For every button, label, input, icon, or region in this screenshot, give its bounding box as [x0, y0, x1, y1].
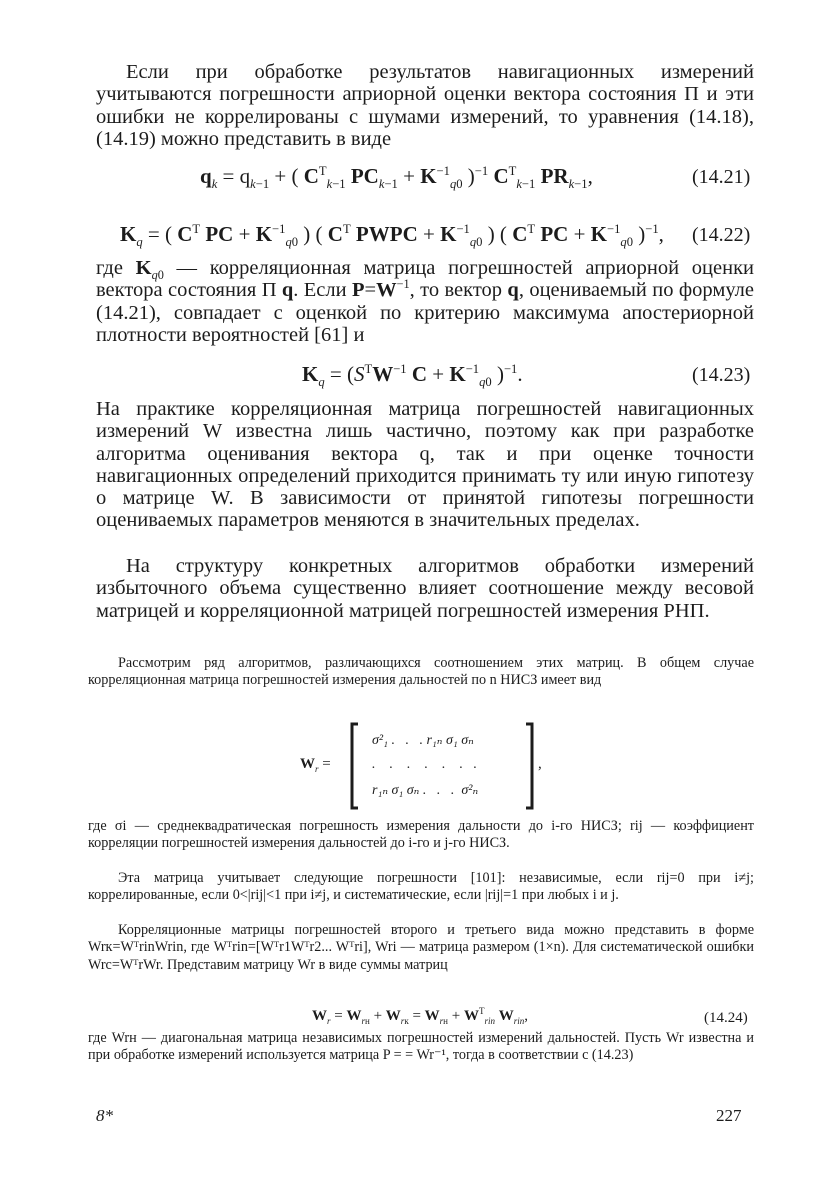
text-fragment: , то вектор: [409, 279, 508, 302]
text-fragment: . Если: [293, 279, 352, 302]
equation-number: (14.23): [692, 364, 751, 386]
signature-mark: 8*: [96, 1106, 113, 1125]
matrix-wr: [300, 720, 550, 812]
text-fragment: где: [96, 257, 136, 279]
paragraph-intro: Если при обработке результатов навигационных измерений учитываются погрешности априорной оценки вектора состояния П и эти ошибки не коррелированы с шумами измерений, то уравнения (14.18), (14.19) можно представить в виде: [96, 61, 754, 150]
paragraph-practice: На практике корреляционная матрица погрешностей навигационных измерений W известна лишь частично, поэтому как при разработке алгоритма оценивания вектора q, так и при оценке точности навигационных определений приходится принимать ту или иную гипотезу о матрице W. В зависимости от принятой гипотезы погрешности оцениваемых параметров меняются в значительных пределах.: [96, 398, 754, 532]
paragraph-error-types: Эта матрица учитывает следующие погрешности [101]: независимые, если rij=0 при i≠j; коррелированные, если 0<|rij|<1 при i≠j, и систематические, если |rij|=1 при любых i и j.: [88, 870, 754, 904]
paragraph-correlation-matrices: Корреляционные матрицы погрешностей второго и третьего вида можно представить в форме Wrк=WᵀrinWrin, где Wᵀrin=[Wᵀr1Wᵀr2... Wᵀri], Wri — матрица размером (1×n). Для систематической ошибки Wrc=WᵀrWr. Представим матрицу Wr в виде суммы матриц: [88, 922, 754, 973]
paragraph-structure: На структуру конкретных алгоритмов обработки измерений избыточного объема существенно влияет соотношение между весовой матрицей и корреляционной матрицей погрешностей измерения РНП.: [96, 555, 754, 622]
paragraph-diagonal-matrix: где Wrн — диагональная матрица независимых погрешностей измерений дальностей. Пусть Wr известна и при обработке измерений используется матрица P = = Wr⁻¹, тогда в соответствии с (14.23): [88, 1030, 754, 1064]
text-fragment: , оцениваемый по формуле (14.21), совпадает с оценкой по критерию максимума апостериорной плотности вероятностей [61] и: [96, 279, 754, 346]
equation-14-22: $K_q$ = ( $C^T$ PC + $K^{-1}_{q0}$ ) ( $C^T$ PWPC + $K^{-1}_{q0}$ ) ( $C^T$ PC + $K^{-1}_{q0}$ )$^{-1}$,: [120, 222, 664, 250]
text-fragment: — корреляционная матрица погрешностей априорной оценки вектора состояния П: [96, 257, 755, 302]
equation-number: (14.21): [692, 166, 751, 188]
equation-14-21: $q_k = q_{k-1}$ + ( $C^T_{k-1}$ $PC_{k-1} + K^{-1}_{q0}$ )$^{-1}$ $C^T_{k-1}$ $PR_{k-1}$,: [200, 164, 593, 192]
equation-number: (14.22): [692, 224, 751, 246]
matrix-row: . . . . . . .: [372, 757, 477, 772]
equation-14-23: $K_q = (S^TW^{-1}$ $C + K^{-1}_{q0}$ )$^{-1}$.: [302, 362, 523, 390]
matrix-comma: ,: [538, 756, 542, 772]
matrix-row: r₁ₙ σ₁ σₙ . . . σ²ₙ: [372, 783, 479, 798]
equation-14-24: $W_r = W_{rн} + W_{rк} = W_{rн} + W^T_{rin}$ $W_{rin}$,: [312, 1006, 528, 1026]
equation-number: (14.24): [704, 1010, 748, 1026]
page-number: 227: [716, 1106, 742, 1125]
paragraph-algorithms: Рассмотрим ряд алгоритмов, различающихся соотношением этих матриц. В общем случае корреляционная матрица погрешностей измерения дальностей по n НИСЗ имеет вид: [88, 655, 754, 689]
paragraph-sigma-definition: где σi — среднеквадратическая погрешность измерения дальности до i-го НИСЗ; rij — коэффициент корреляции погрешностей измерения дальностей до i-го и j-го НИСЗ.: [88, 818, 754, 852]
matrix-row: σ²₁ . . . r₁ₙ σ₁ σₙ: [372, 733, 474, 748]
paragraph-definition-kq0: где $K_{q0}$ — корреляционная матрица погрешностей априорной оценки вектора состояния П q. Если $P=W^{-1}$, то вектор q, оцениваемый по формуле (14.21), совпадает с оценкой по критерию максимума апостериорной плотности вероятностей [61] и: [96, 257, 755, 346]
matrix-label: $W_r$ =: [300, 756, 331, 774]
